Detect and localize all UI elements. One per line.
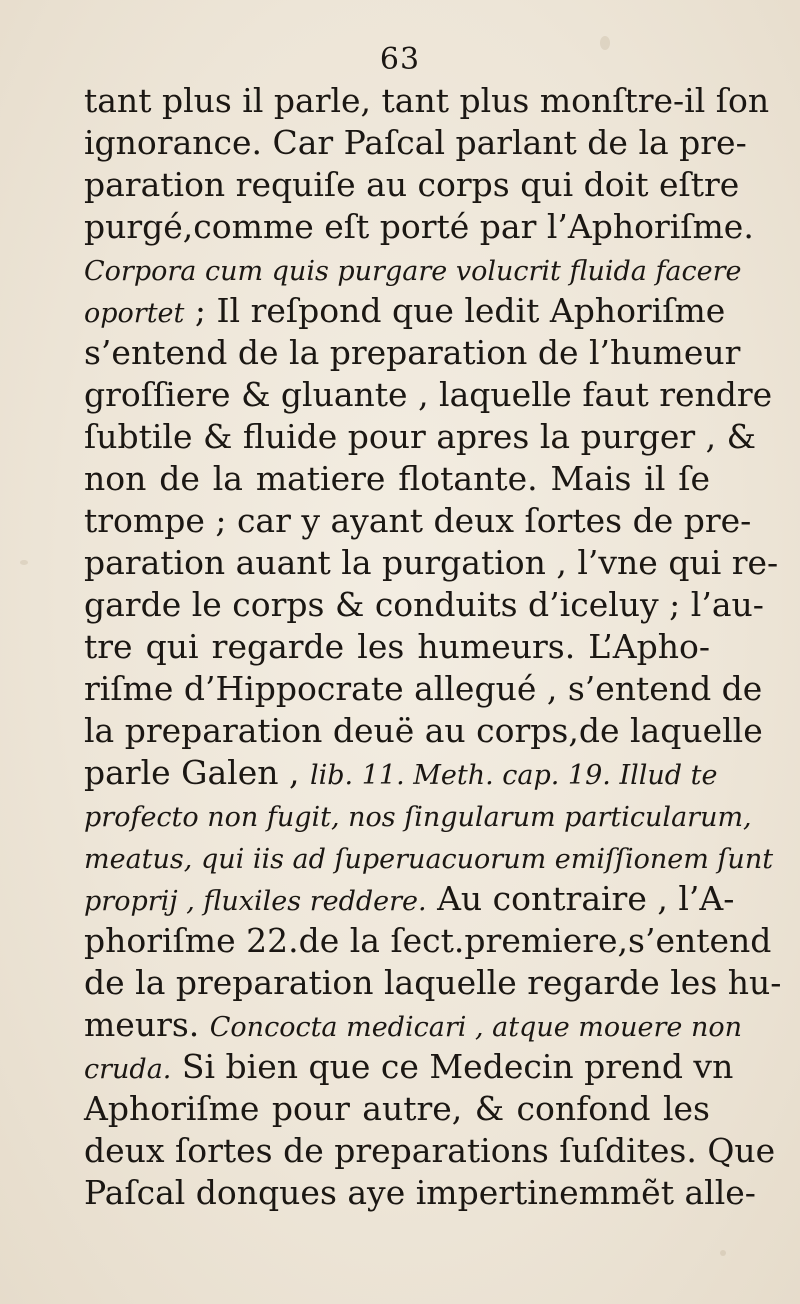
italic-latin-text: lib. 11. Meth. cap. 19. Illud te bbox=[310, 760, 718, 791]
paper-stain bbox=[720, 1250, 726, 1256]
text-line bbox=[84, 206, 754, 248]
text-line bbox=[84, 710, 763, 752]
text-line bbox=[84, 542, 779, 584]
text-segment: la preparation deuë au corps,de laquelle bbox=[84, 711, 763, 750]
text-segment: purgé,comme eſt porté par l’Aphoriſme. bbox=[84, 207, 754, 246]
text-segment: riſme d’Hippocrate allegué , s’entend de bbox=[84, 669, 763, 708]
text-line bbox=[84, 1088, 710, 1130]
text-line bbox=[84, 878, 735, 920]
text-line bbox=[84, 332, 741, 374]
text-line bbox=[84, 920, 772, 962]
text-line bbox=[84, 584, 764, 626]
text-segment: tre qui regarde les humeurs. L’Apho- bbox=[84, 627, 710, 666]
italic-latin-text: Concocta medicari , atque mouere non bbox=[209, 1012, 743, 1043]
text-segment: Au contraire , l’A- bbox=[426, 879, 735, 918]
italic-latin-text: profecto non fugit, nos ſingularum particularum, bbox=[84, 802, 752, 833]
text-segment: parle Galen , bbox=[84, 753, 310, 792]
text-line bbox=[84, 290, 726, 332]
text-segment: non de la matiere flotante. Mais il ſe bbox=[84, 459, 710, 498]
text-segment: groſſiere & gluante , laquelle faut rendre bbox=[84, 375, 773, 414]
text-line bbox=[84, 248, 742, 290]
italic-latin-text: oportet bbox=[84, 298, 185, 329]
text-segment: de la preparation laquelle regarde les hu- bbox=[84, 963, 782, 1002]
text-line bbox=[84, 500, 752, 542]
text-segment: phoriſme 22.de la ſect.premiere,s’entend bbox=[84, 921, 772, 960]
italic-latin-text: cruda. bbox=[84, 1054, 172, 1085]
text-line bbox=[84, 794, 752, 836]
text-segment: Paſcal donques aye impertinemmẽt alle- bbox=[84, 1173, 756, 1212]
paper-stain bbox=[20, 560, 28, 565]
text-segment: Aphoriſme pour autre, & confond les bbox=[84, 1089, 710, 1128]
text-segment: tant plus il parle, tant plus monſtre-il ſon bbox=[84, 81, 770, 120]
italic-latin-text: meatus, qui iis ad ſuperuacuorum emiſſionem ſunt bbox=[84, 844, 774, 875]
text-segment: paration auant la purgation , l’vne qui re- bbox=[84, 543, 779, 582]
text-segment: trompe ; car y ayant deux ſortes de pre- bbox=[84, 501, 752, 540]
text-segment: deux ſortes de preparations ſuſdites. Que bbox=[84, 1131, 776, 1170]
text-segment: ſubtile & fluide pour apres la purger , & bbox=[84, 417, 756, 456]
body-text bbox=[84, 80, 782, 1214]
text-line bbox=[84, 458, 710, 500]
text-line bbox=[84, 416, 756, 458]
text-line bbox=[84, 836, 774, 878]
text-line bbox=[84, 122, 747, 164]
text-line bbox=[84, 1046, 734, 1088]
text-segment: paration requiſe au corps qui doit eſtre bbox=[84, 165, 740, 204]
text-line bbox=[84, 1130, 776, 1172]
text-line bbox=[84, 752, 718, 794]
text-line bbox=[84, 962, 782, 1004]
text-line bbox=[84, 626, 710, 668]
text-line bbox=[84, 668, 763, 710]
text-segment: meurs. bbox=[84, 1005, 210, 1044]
page-number: 63 bbox=[379, 42, 421, 77]
text-segment: ignorance. Car Paſcal parlant de la pre- bbox=[84, 123, 747, 162]
text-line bbox=[84, 164, 740, 206]
text-segment: Si bien que ce Medecin prend vn bbox=[171, 1047, 734, 1086]
italic-latin-text: proprij , fluxiles reddere. bbox=[84, 886, 427, 917]
text-line bbox=[84, 1004, 743, 1046]
text-segment: s’entend de la preparation de l’humeur bbox=[84, 333, 741, 372]
italic-latin-text: Corpora cum quis purgare volucrit fluida facere bbox=[84, 256, 742, 287]
text-segment: garde le corps & conduits d’iceluy ; l’au- bbox=[84, 585, 764, 624]
text-line bbox=[84, 80, 770, 122]
text-line bbox=[84, 1172, 756, 1214]
text-segment: ; Il reſpond que ledit Aphoriſme bbox=[184, 291, 726, 330]
text-line bbox=[84, 374, 773, 416]
